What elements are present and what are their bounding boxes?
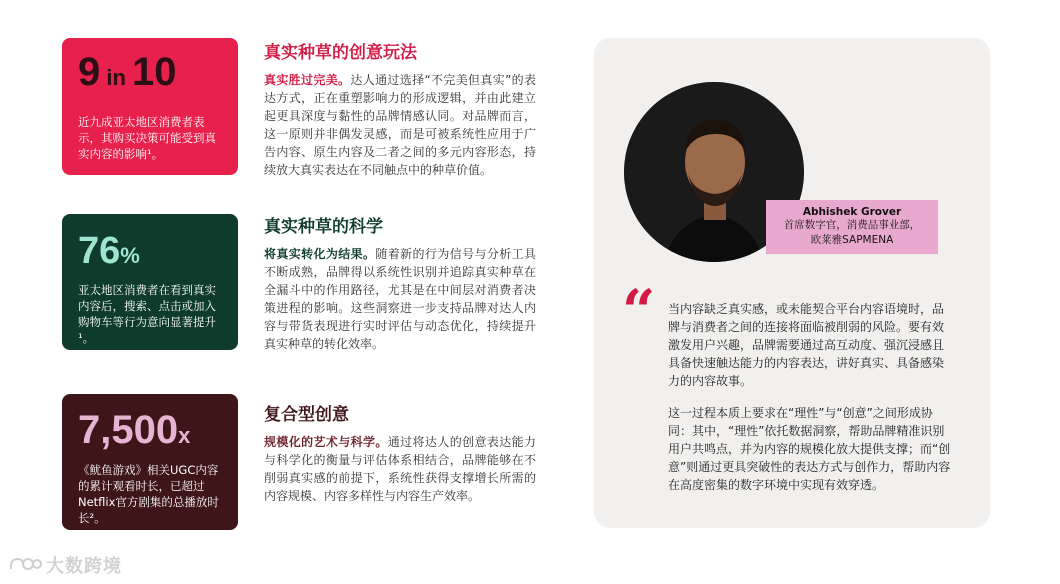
quote-mark-icon: “ bbox=[622, 277, 656, 345]
quote-paragraph: 当内容缺乏真实感，或未能契合平台内容语境时，品牌与消费者之间的连接将面临被削弱的风险。要有效激发用户兴趣，品牌需要通过高互动度、强沉浸感且具备快速触达能力的内容表达，讲好真实、具备感染力的内容故事。 bbox=[668, 302, 945, 388]
speaker-name-tag bbox=[766, 200, 938, 254]
section-body bbox=[264, 433, 536, 505]
section-title: 复合型创意 bbox=[264, 405, 349, 425]
stat-description: 《鱿鱼游戏》相关UGC内容的累计观看时长，已超过Netflix官方剧集的总播放时长²。 bbox=[78, 463, 219, 525]
stat-number: 7,500 bbox=[78, 408, 179, 452]
section-text: 通过将达人的创意表达能力与科学化的衡量与评估体系相结合，品牌能够在不削弱真实感的前提下，系统性获得支撑增长所需的内容规模、内容多样性与内容生产效率。 bbox=[264, 435, 536, 503]
section-lead: 将真实转化为结果。 bbox=[264, 247, 376, 261]
section-text: 随着新的行为信号与分析工具不断成熟，品牌得以系统性识别并追踪真实种草在全漏斗中的作用路径，尤其是在中间层对消费者决策进程的影响。这些洞察进一步支持品牌对达人内容与带货表现进行实时评估与动态优化，持续提升真实种草的转化效率。 bbox=[264, 247, 536, 351]
section-title: 真实种草的科学 bbox=[264, 217, 383, 237]
section-title: 真实种草的创意玩法 bbox=[264, 43, 417, 63]
speaker-title: 首席数字官，消费品事业部， bbox=[783, 219, 921, 231]
stat-description: 近九成亚太地区消费者表示，其购买决策可能受到真实内容的影响¹。 bbox=[78, 115, 216, 161]
section-body bbox=[264, 245, 536, 353]
watermark-logo-icon bbox=[8, 555, 42, 575]
stat-unit: % bbox=[120, 243, 140, 268]
stat-card-76-percent bbox=[62, 214, 238, 350]
stat-number: 76 bbox=[78, 230, 121, 272]
quote-paragraph: 这一过程本质上要求在“理性”与“创意”之间形成协同：其中，“理性”依托数据洞察，帮助品牌精准识别用户共鸣点，并为内容的规模化放大提供支撑；而“创意”则通过更具突破性的表达方式与创作力，帮助内容在高度密集的数字环境中实现有效穿透。 bbox=[668, 406, 951, 492]
stat-connector: in bbox=[100, 65, 133, 90]
stat-description: 亚太地区消费者在看到真实内容后，搜索、点击或加入购物车等行为意向显著提升¹。 bbox=[78, 283, 216, 345]
stat-number: 9 bbox=[78, 50, 101, 94]
watermark-logo bbox=[8, 552, 122, 578]
stat-card-9-in-10 bbox=[62, 38, 238, 175]
stat-unit: x bbox=[178, 423, 191, 448]
stat-figure bbox=[78, 232, 222, 270]
speaker-name: Abhishek Grover bbox=[802, 206, 902, 218]
watermark-text: 大数跨境 bbox=[46, 556, 122, 577]
section-lead: 真实胜过完美。 bbox=[264, 73, 351, 87]
section-science bbox=[264, 212, 536, 353]
section-lead: 规模化的艺术与科学。 bbox=[264, 435, 388, 449]
section-creative-play bbox=[264, 38, 536, 179]
stat-figure bbox=[78, 52, 222, 92]
stat-denominator: 10 bbox=[132, 50, 177, 94]
speaker-company: 欧莱雅SAPMENA bbox=[810, 234, 894, 246]
section-body bbox=[264, 71, 536, 179]
stat-card-7500x bbox=[62, 394, 238, 530]
section-text: 达人通过选择“不完美但真实”的表达方式，正在重塑影响力的形成逻辑，并由此建立起更具深度与黏性的品牌情感认同。对品牌而言，这一原则并非偶发灵感，而是可被系统性应用于广告内容、原生内容及二者之间的多元内容形态，持续放大真实表达在不同触点中的种草价值。 bbox=[264, 73, 536, 177]
section-hybrid-creative bbox=[264, 400, 536, 505]
quote-text bbox=[668, 300, 954, 508]
stat-figure bbox=[78, 410, 222, 450]
